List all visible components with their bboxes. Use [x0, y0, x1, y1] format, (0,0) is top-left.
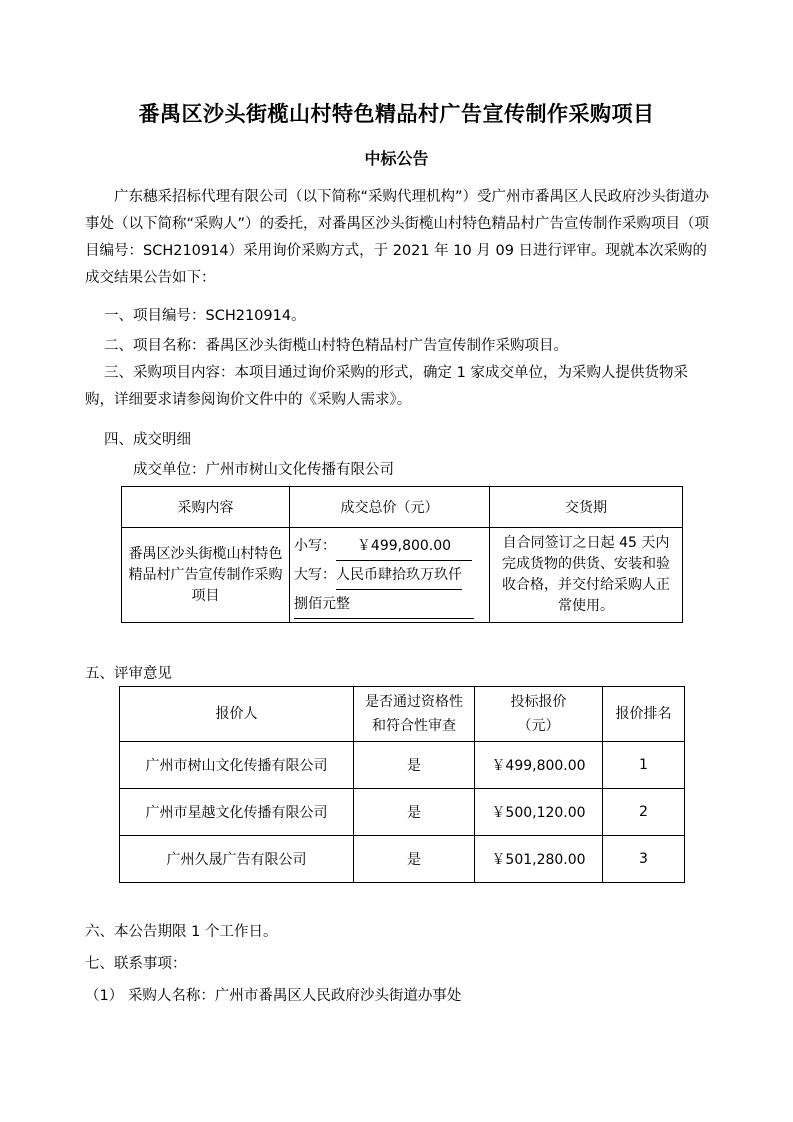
header-delivery: 交货期 [490, 487, 683, 528]
item-review-opinion: 五、评审意见 [85, 666, 172, 682]
table-row [120, 742, 685, 789]
bidder-passed: 是 [354, 789, 475, 836]
deal-price [290, 528, 490, 623]
big-label: 大写： [294, 566, 336, 583]
header-bidder: 报价人 [120, 687, 354, 742]
review-table-header [120, 687, 685, 742]
item-deal-details: 四、成交明细 [104, 432, 191, 448]
bidder-rank: 1 [603, 742, 685, 789]
document-subtitle: 中标公告 [364, 149, 429, 168]
big-value-1: 人民币肆拾玖万玖仟 [336, 561, 462, 590]
bidder-name: 广州市星越文化传播有限公司 [120, 789, 354, 836]
bidder-price: ￥500,120.00 [475, 789, 603, 836]
table-row [120, 836, 685, 883]
review-table [119, 686, 685, 883]
bidder-name: 广州市树山文化传播有限公司 [120, 742, 354, 789]
intro-paragraph: 广东穗采招标代理有限公司（以下简称“采购代理机构”）受广州市番禺区人民政府沙头街道办事处（以下简称“采购人”）的委托，对番禺区沙头街榄山村特色精品村广告宣传制作采购项目（项目编号：SCH210914）采用询价采购方式，于 2021 年 10 月 09 日进行评审。现就本次采购的成交结果公告如下： [85, 189, 710, 286]
winner-line: 成交单位：广州市树山文化传播有限公司 [133, 462, 394, 478]
small-label: 小写： [294, 537, 336, 554]
deal-delivery: 自合同签订之日起 45 天内完成货物的供货、安装和验收合格，并交付给采购人正常使用。 [490, 528, 683, 623]
deal-table [121, 486, 683, 623]
deal-table-header [122, 487, 683, 528]
document-title: 番禺区沙头街榄山村特色精品村广告宣传制作采购项目 [138, 102, 655, 126]
item-contact: 七、联系事项： [85, 956, 187, 972]
deal-content: 番禺区沙头街榄山村特色精品村广告宣传制作采购项目 [122, 528, 290, 623]
big-value-2: 捌佰元整 [294, 590, 474, 619]
bidder-rank: 3 [603, 836, 685, 883]
header-qualification: 是否通过资格性 和符合性审查 [354, 687, 475, 742]
table-row [120, 789, 685, 836]
item-project-number: 一、项目编号：SCH210914。 [104, 308, 306, 324]
header-total-price: 成交总价（元） [290, 487, 490, 528]
contact-purchaser: （1） 采购人名称：广州市番禺区人民政府沙头街道办事处 [85, 988, 462, 1004]
bidder-passed: 是 [354, 742, 475, 789]
item-project-name: 二、项目名称：番禺区沙头街榄山村特色精品村广告宣传制作采购项目。 [104, 338, 568, 354]
bidder-name: 广州久晟广告有限公司 [120, 836, 354, 883]
header-bid-price: 投标报价 （元） [475, 687, 603, 742]
header-content: 采购内容 [122, 487, 290, 528]
bidder-passed: 是 [354, 836, 475, 883]
item-notice-period: 六、本公告期限 1 个工作日。 [85, 924, 278, 940]
deal-table-row [122, 528, 683, 623]
header-rank: 报价排名 [603, 687, 685, 742]
bidder-price: ￥501,280.00 [475, 836, 603, 883]
item-project-content: 三、采购项目内容：本项目通过询价采购的形式，确定 1 家成交单位，为采购人提供货物采购，详细要求请参阅询价文件中的《采购人需求》。 [85, 365, 688, 408]
small-value: ￥499,800.00 [336, 532, 472, 561]
bidder-price: ￥499,800.00 [475, 742, 603, 789]
bidder-rank: 2 [603, 789, 685, 836]
